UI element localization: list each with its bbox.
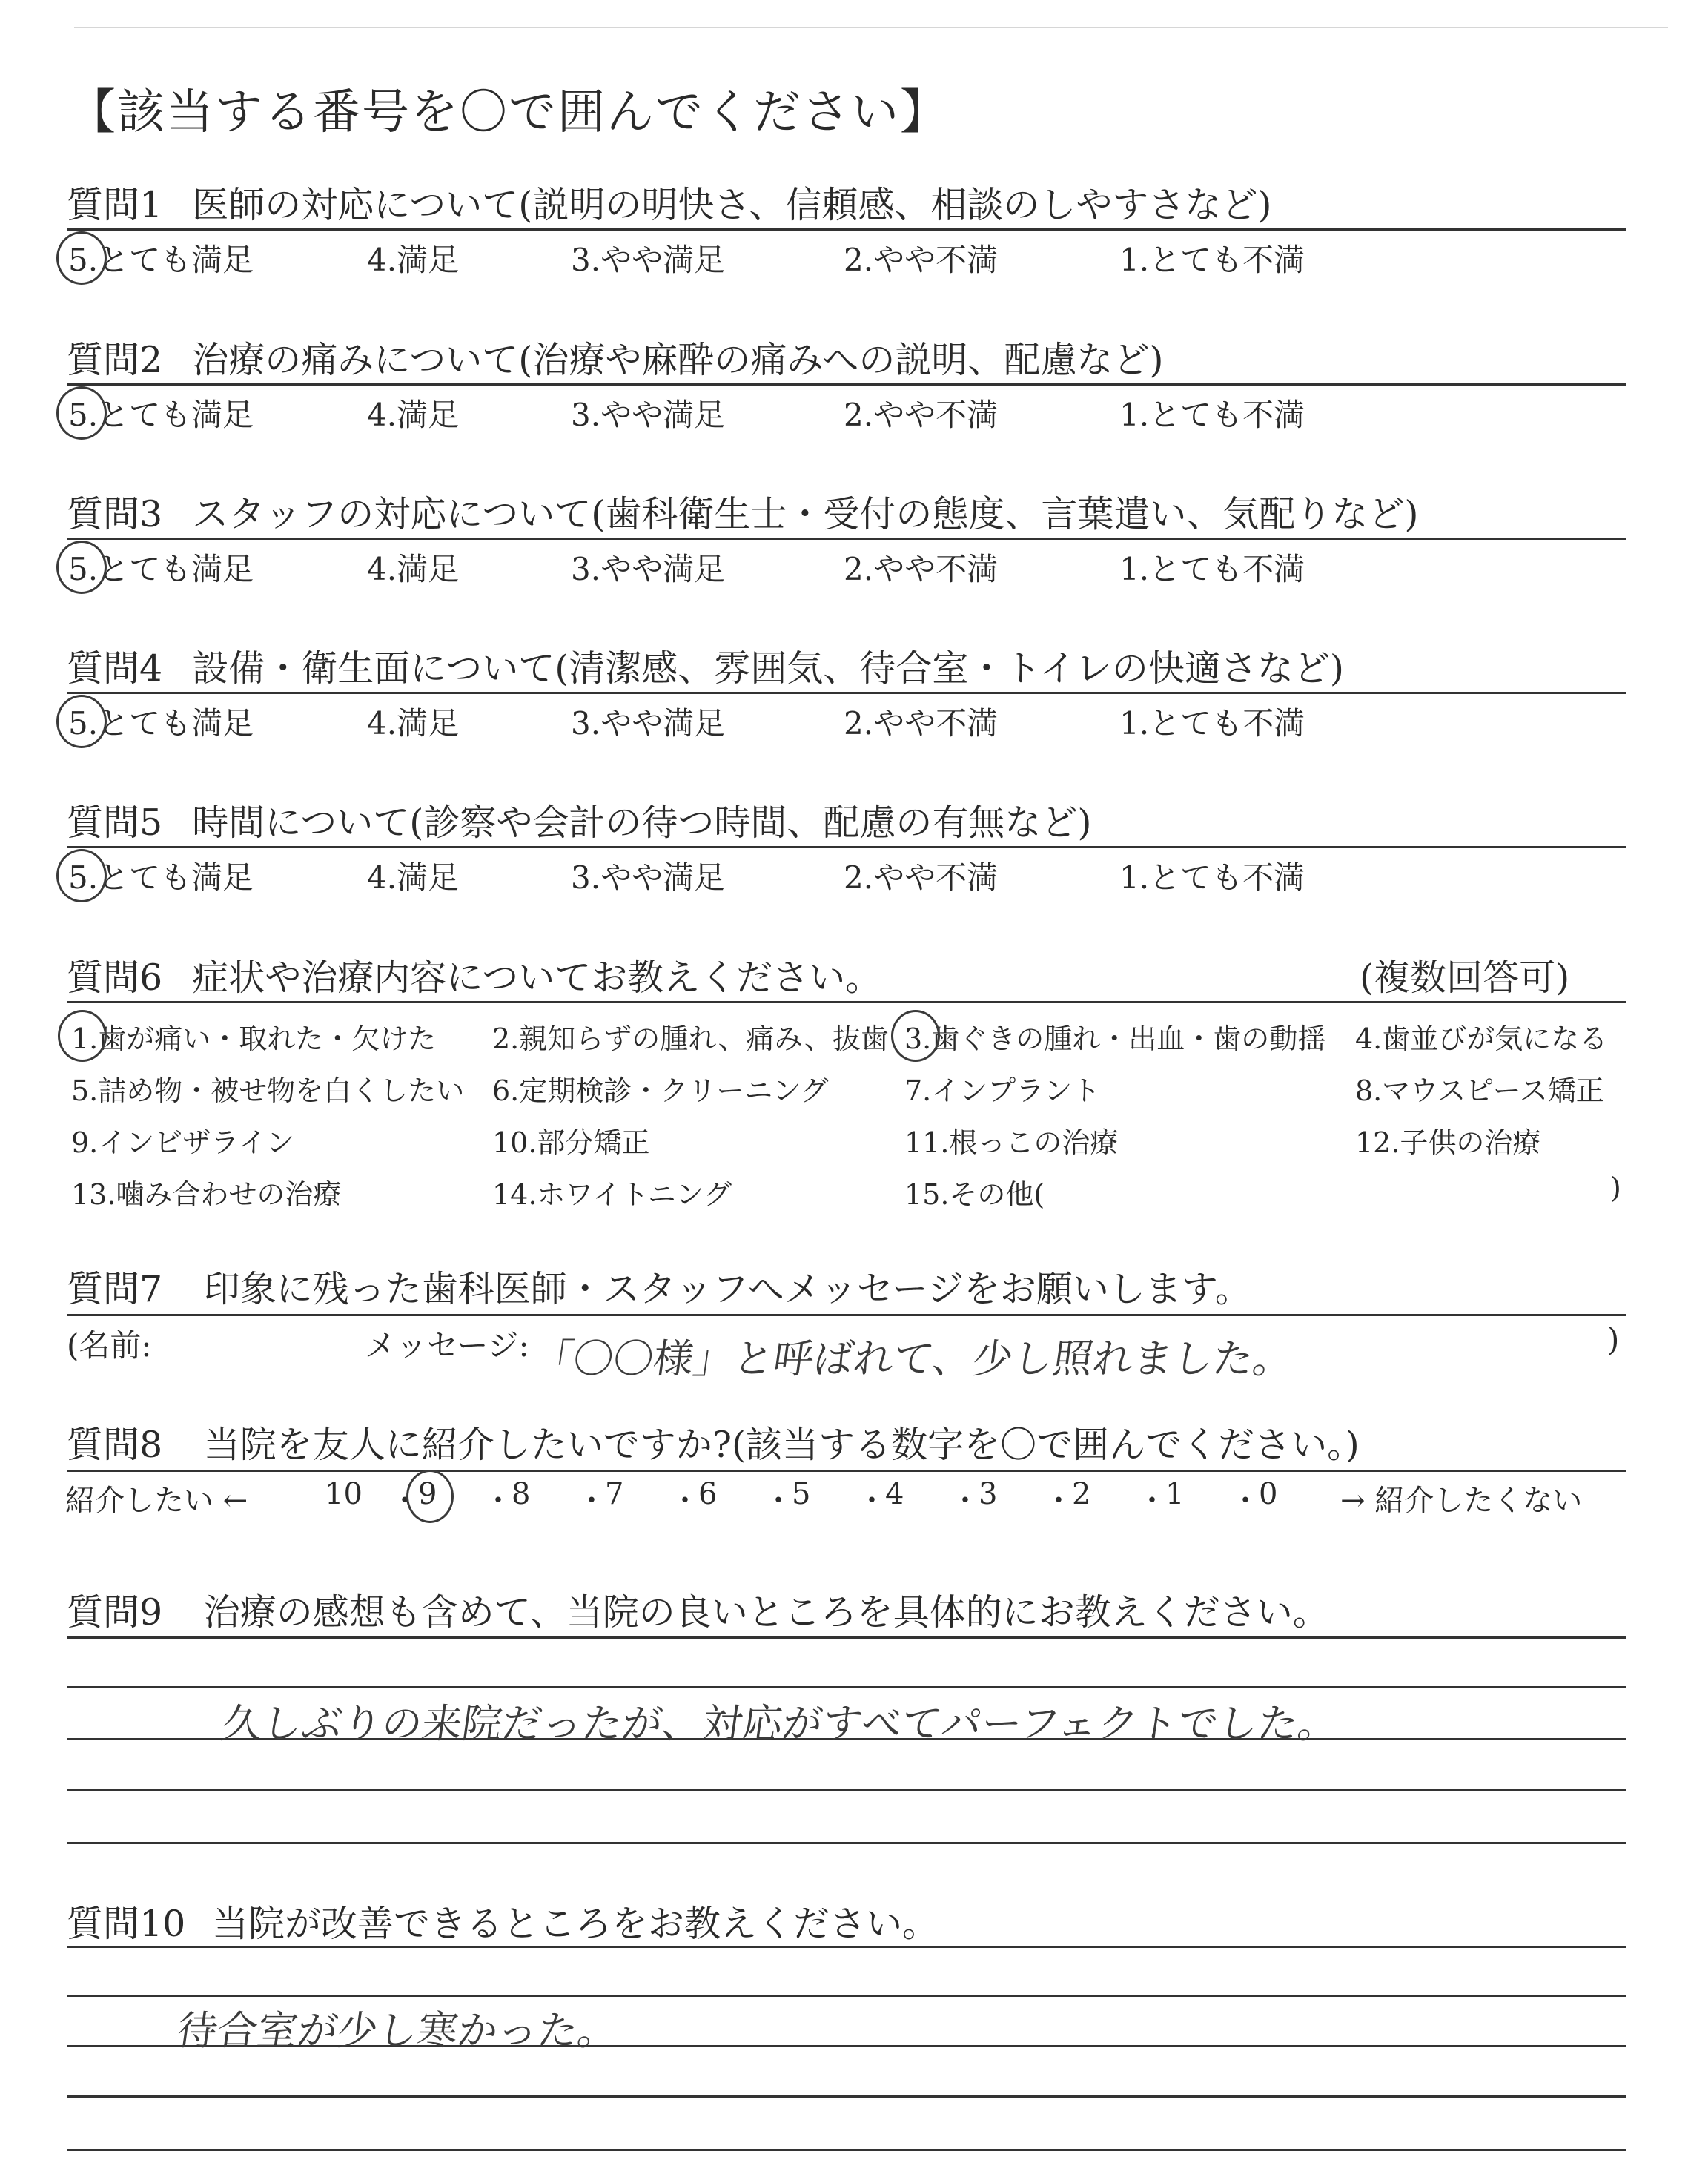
rating-option[interactable]: 4.満足 (367, 242, 460, 278)
rating-option[interactable]: 1.とても不満 (1119, 242, 1305, 278)
scale-value[interactable]: 6 (698, 1477, 718, 1511)
question-label: 質問5 (67, 802, 163, 844)
message-label: メッセージ: (365, 1327, 529, 1364)
scale-separator: ・ (1137, 1484, 1167, 1518)
scale-value[interactable]: 8 (512, 1477, 531, 1511)
question-rule (67, 538, 1626, 540)
question-label: 質問1 (67, 184, 163, 226)
scale-value[interactable]: 0 (1259, 1477, 1278, 1511)
symptom-option[interactable]: 1.歯が痛い・取れた・欠けた (71, 1023, 437, 1055)
question-rule (67, 692, 1626, 694)
answer-line (67, 1995, 1626, 1997)
question-text: 当院を友人に紹介したいですか?(該当する数字を〇で囲んでください。) (203, 1424, 1360, 1466)
rating-option[interactable]: 2.やや不満 (844, 397, 999, 433)
question-title (67, 331, 1163, 383)
answer-line (67, 2149, 1626, 2151)
scale-value[interactable]: 4 (885, 1477, 904, 1511)
scale-value[interactable]: 2 (1072, 1477, 1091, 1511)
rating-option[interactable]: 2.やや不満 (844, 859, 999, 896)
rating-option[interactable]: 4.満足 (367, 859, 460, 896)
scale-value[interactable]: 7 (605, 1477, 624, 1511)
selection-circle (56, 386, 107, 440)
rating-option[interactable]: 4.満足 (367, 397, 460, 433)
symptom-option[interactable]: 3.歯ぐきの腫れ・出血・歯の動揺 (904, 1023, 1326, 1055)
symptom-option[interactable]: 14.ホワイトニング (492, 1178, 732, 1211)
scale-left-label: 紹介したい ← (65, 1484, 248, 1518)
q10-handwritten-answer: 待合室が少し寒かった。 (174, 2007, 621, 2054)
rating-option[interactable]: 1.とても不満 (1119, 705, 1305, 742)
rating-option[interactable]: 5.とても満足 (68, 859, 254, 896)
selection-circle (406, 1470, 454, 1523)
symptom-option[interactable]: 13.噛み合わせの治療 (71, 1178, 342, 1211)
scale-value[interactable]: 1 (1165, 1477, 1185, 1511)
scale-separator: ・ (577, 1484, 606, 1518)
symptom-option[interactable]: 5.詰め物・被せ物を白くしたい (71, 1074, 465, 1107)
symptom-option[interactable]: 8.マウスピース矯正 (1355, 1074, 1604, 1107)
question-rule (67, 383, 1626, 386)
scale-value[interactable]: 10 (325, 1477, 363, 1511)
q9-handwritten-answer: 久しぶりの来院だったが、対応がすべてパーフェクトでした。 (219, 1700, 1342, 1747)
question-title (67, 949, 881, 1001)
rating-option[interactable]: 4.満足 (367, 551, 460, 587)
symptom-option[interactable]: 7.インプラント (904, 1074, 1101, 1107)
symptom-option[interactable]: 12.子供の治療 (1355, 1126, 1541, 1159)
rating-option[interactable]: 3.やや満足 (571, 242, 726, 278)
answer-line (67, 1789, 1626, 1791)
scale-separator: ・ (857, 1484, 887, 1518)
question-title (67, 176, 1271, 228)
selection-circle (56, 231, 107, 285)
question-text: 治療の感想も含めて、当院の良いところを具体的にお教えください。 (203, 1591, 1329, 1634)
scale-value[interactable]: 3 (979, 1477, 998, 1511)
question-label: 質問10 (67, 1903, 186, 1945)
scale-separator: ・ (483, 1484, 513, 1518)
scale-separator: ・ (1044, 1484, 1073, 1518)
message-handwritten: 「〇〇様」と呼ばれて、少し照れました。 (530, 1335, 1297, 1382)
rating-option[interactable]: 3.やや満足 (571, 551, 726, 587)
question-text: 治療の痛みについて(治療や麻酔の痛みへの説明、配慮など) (192, 339, 1164, 381)
top-divider (74, 27, 1668, 28)
question-rule (67, 1470, 1626, 1472)
rating-option[interactable]: 3.やや満足 (571, 859, 726, 896)
rating-option[interactable]: 5.とても満足 (68, 705, 254, 742)
question-label: 質問7 (67, 1268, 163, 1310)
selection-circle (58, 1010, 107, 1062)
selection-circle (56, 849, 107, 902)
symptom-option[interactable]: 6.定期検診・クリーニング (492, 1074, 829, 1107)
answer-line (67, 1686, 1626, 1688)
question-text: 設備・衛生面について(清潔感、雰囲気、待合室・トイレの快適さなど) (192, 647, 1344, 690)
question-title (67, 640, 1344, 692)
rating-option[interactable]: 4.満足 (367, 705, 460, 742)
symptom-option[interactable]: 9.インビザライン (71, 1126, 295, 1159)
question-text: 医師の対応について(説明の明快さ、信頼感、相談のしやすさなど) (192, 184, 1272, 226)
symptom-option[interactable]: 2.親知らずの腫れ、痛み、抜歯 (492, 1023, 889, 1055)
symptom-option[interactable]: 15.その他( (904, 1178, 1045, 1211)
symptom-option[interactable]: 4.歯並びが気になる (1355, 1023, 1608, 1055)
answer-line (67, 1842, 1626, 1844)
question-label: 質問6 (67, 957, 163, 999)
question-rule (67, 1001, 1626, 1003)
question-text: 当院が改善できるところをお教えください。 (211, 1903, 939, 1945)
answer-line (67, 1636, 1626, 1639)
question-label: 質問4 (67, 647, 163, 690)
rating-option[interactable]: 2.やや不満 (844, 551, 999, 587)
rating-option[interactable]: 1.とても不満 (1119, 859, 1305, 896)
answer-line (67, 1946, 1626, 1948)
name-label: (名前: (67, 1327, 152, 1364)
rating-option[interactable]: 5.とても満足 (68, 242, 254, 278)
selection-circle (56, 695, 107, 748)
scale-value[interactable]: 5 (792, 1477, 811, 1511)
rating-option[interactable]: 3.やや満足 (571, 705, 726, 742)
question-label: 質問3 (67, 493, 163, 535)
question-text: スタッフの対応について(歯科衛生士・受付の態度、言葉遣い、気配りなど) (192, 493, 1419, 535)
question-text: 印象に残った歯科医師・スタッフへメッセージをお願いします。 (203, 1268, 1251, 1310)
question-label: 質問2 (67, 339, 163, 381)
question-title (67, 794, 1091, 846)
question-rule (67, 228, 1626, 231)
scale-separator: ・ (764, 1484, 793, 1518)
question-title (67, 486, 1418, 538)
rating-option[interactable]: 1.とても不満 (1119, 551, 1305, 587)
question-rule (67, 1314, 1626, 1316)
rating-option[interactable]: 5.とても満足 (68, 551, 254, 587)
rating-option[interactable]: 2.やや不満 (844, 242, 999, 278)
scale-separator: ・ (1231, 1484, 1260, 1518)
page-heading: 【該当する番号を〇で囲んでください】 (68, 85, 949, 140)
question-rule (67, 846, 1626, 848)
scale-right-label: → 紹介したくない (1340, 1484, 1583, 1518)
rating-option[interactable]: 5.とても満足 (68, 397, 254, 433)
scale-separator: ・ (390, 1484, 420, 1518)
close-paren: ) (1607, 1321, 1620, 1358)
scale-separator: ・ (950, 1484, 980, 1518)
selection-circle (56, 541, 107, 594)
answer-line (67, 2095, 1626, 2098)
rating-option[interactable]: 1.とても不満 (1119, 397, 1305, 433)
rating-option[interactable]: 2.やや不満 (844, 705, 999, 742)
rating-option[interactable]: 3.やや満足 (571, 397, 726, 433)
scale-separator: ・ (670, 1484, 700, 1518)
question-text: 症状や治療内容についてお教えください。 (192, 957, 882, 999)
question-text: 時間について(診察や会計の待つ時間、配慮の有無など) (192, 802, 1092, 844)
scale-value[interactable]: 9 (418, 1477, 437, 1511)
question-label: 質問8 (67, 1424, 163, 1466)
selection-circle (891, 1010, 940, 1062)
symptom-option[interactable]: 10.部分矯正 (492, 1126, 650, 1159)
symptom-option[interactable]: 11.根っこの治療 (904, 1126, 1119, 1159)
multiple-answers-note: (複数回答可) (1360, 957, 1570, 999)
question-label: 質問9 (67, 1591, 163, 1634)
other-close-paren: ) (1610, 1172, 1621, 1204)
